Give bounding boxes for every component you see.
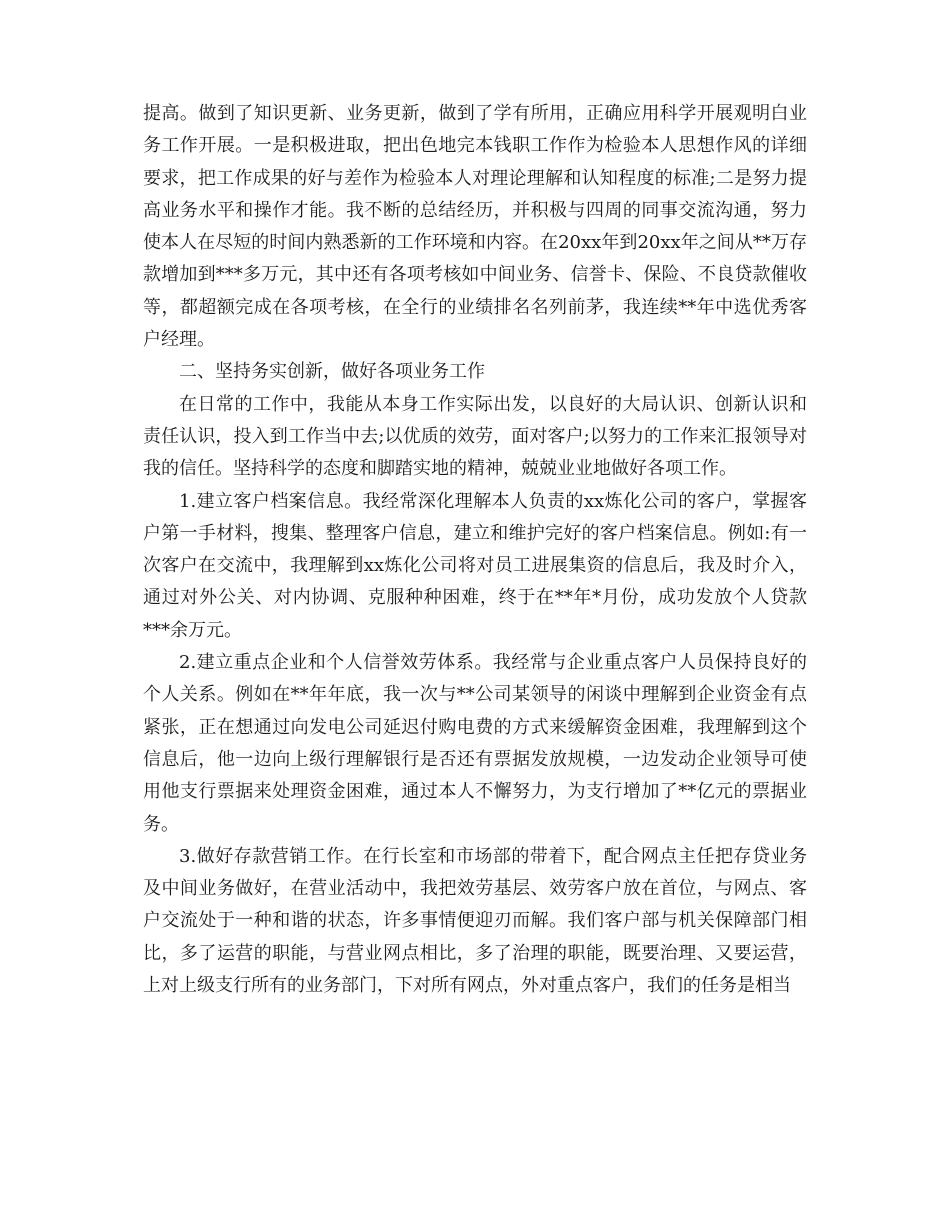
paragraph-deposit-marketing: 3.做好存款营销工作。在行长室和市场部的带着下，配合网点主任把存贷业务及中间业务做好，在营业活动中，我把效劳基层、效劳客户放在首位，与网点、客户交流处于一种和谐的状态，许多事情便迎刃而解。我们客户部与机关保障部门相比，多了运营的职能，与营业网点相比，多了治理的职能，既要治理、又要运营，上对上级支行所有的业务部门，下对所有网点，外对重点客户，我们的任务是相当 [143,845,807,997]
document-page [143,98,807,1002]
paragraph-credit-service: 2.建立重点企业和个人信誉效劳体系。我经常与企业重点客户人员保持良好的个人关系。例如在**年年底，我一次与**公司某领导的闲谈中理解到企业资金有点紧张，正在想通过向发电公司延迟付购电费的方式来缓解资金困难，我理解到这个信息后，他一边向上级行理解银行是否还有票据发放规模，一边发动企业领导可使用他支行票据来处理资金困难，通过本人不懈努力，为支行增加了**亿元的票据业务。 [143,652,807,835]
section-heading-innovation: 二、坚持务实创新，做好各项业务工作 [179,361,485,383]
paragraph-continued-work-summary: 提高。做到了知识更新、业务更新，做到了学有所用，正确应用科学开展观明白业务工作开展。一是积极进取，把出色地完本钱职工作作为检验本人思想作风的详细要求，把工作成果的好与差作为检验本人对理论理解和认知程度的标准;二是努力提高业务水平和操作才能。我不断的总结经历，并积极与四周的同事交流沟通，努力使本人在尽短的时间内熟悉新的工作环境和内容。在20xx年到20xx年之间从**万存款增加到***多万元，其中还有各项考核如中间业务、信誉卡、保险、不良贷款催收等，都超额完成在各项考核，在全行的业绩排名名列前茅，我连续**年中选优秀客户经理。 [143,103,807,351]
paragraph-daily-work: 在日常的工作中，我能从本身工作实际出发，以良好的大局认识、创新认识和责任认识，投入到工作当中去;以优质的效劳，面对客户;以努力的工作来汇报领导对我的信任。坚持科学的态度和脚踏实地的精神，兢兢业业地做好各项工作。 [143,393,807,480]
paragraph-customer-files: 1.建立客户档案信息。我经常深化理解本人负责的xx炼化公司的客户，掌握客户第一手材料，搜集、整理客户信息，建立和维护完好的客户档案信息。例如:有一次客户在交流中，我理解到xx炼化公司将对员工进展集资的信息后，我及时介入，通过对外公关、对内协调、克服种种困难，终于在**年*月份，成功发放个人贷款***余万元。 [143,490,807,641]
